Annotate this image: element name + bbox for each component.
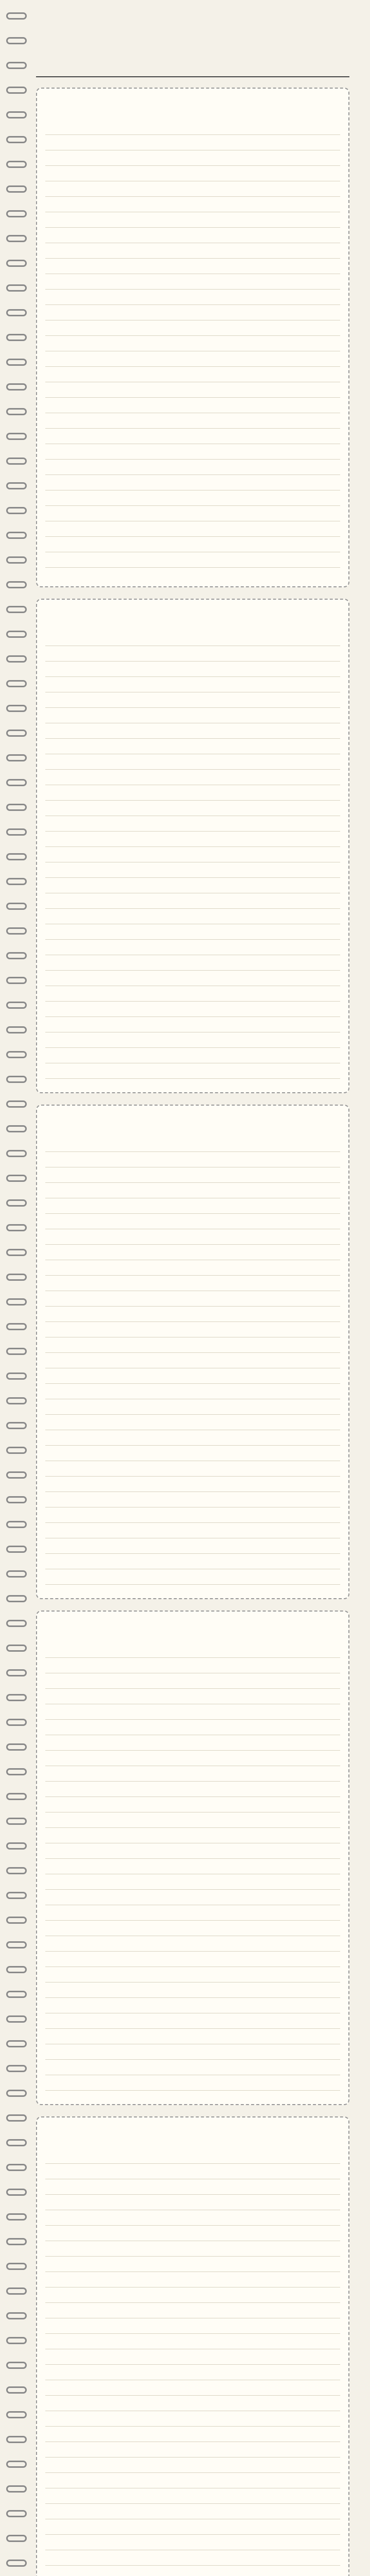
- spiral-ring: [6, 878, 27, 885]
- spiral-ring: [6, 1076, 27, 1083]
- essay-panel-4: [36, 1611, 349, 2105]
- spiral-ring: [6, 1570, 27, 1578]
- essay-title: [45, 96, 340, 113]
- spiral-binding: [6, 0, 30, 2576]
- essay-title: [45, 2125, 340, 2142]
- spiral-ring: [6, 1397, 27, 1404]
- spiral-ring: [6, 2436, 27, 2443]
- spiral-ring: [6, 977, 27, 984]
- spiral-ring: [6, 260, 27, 267]
- spiral-ring: [6, 1002, 27, 1009]
- spiral-ring: [6, 606, 27, 613]
- spiral-ring: [6, 334, 27, 341]
- spiral-ring: [6, 235, 27, 242]
- ruled-lines: [45, 1642, 340, 2097]
- spiral-ring: [6, 2040, 27, 2047]
- spiral-ring: [6, 1348, 27, 1355]
- spiral-ring: [6, 1620, 27, 1627]
- spiral-ring: [6, 2065, 27, 2072]
- essay-panel-3: [36, 1105, 349, 1599]
- spiral-ring: [6, 2485, 27, 2493]
- spiral-ring: [6, 2213, 27, 2221]
- essay-title: [45, 1619, 340, 1636]
- spiral-ring: [6, 1743, 27, 1751]
- spiral-ring: [6, 2312, 27, 2319]
- spiral-ring: [6, 1867, 27, 1874]
- spiral-ring: [6, 828, 27, 836]
- spiral-ring: [6, 1447, 27, 1454]
- spiral-ring: [6, 779, 27, 786]
- spiral-ring: [6, 1249, 27, 1256]
- spiral-ring: [6, 12, 27, 20]
- spiral-ring: [6, 581, 27, 588]
- spiral-ring: [6, 1793, 27, 1800]
- spiral-ring: [6, 2189, 27, 2196]
- spiral-ring: [6, 1323, 27, 1330]
- spiral-ring: [6, 433, 27, 440]
- spiral-ring: [6, 1645, 27, 1652]
- spiral-ring: [6, 2164, 27, 2171]
- spiral-ring: [6, 1274, 27, 1281]
- spiral-ring: [6, 359, 27, 366]
- essay-title: [45, 607, 340, 624]
- spiral-ring: [6, 532, 27, 539]
- spiral-ring: [6, 1991, 27, 1998]
- spiral-ring: [6, 1372, 27, 1380]
- page-header: [36, 10, 349, 77]
- spiral-ring: [6, 927, 27, 935]
- spiral-ring: [6, 952, 27, 959]
- spiral-ring: [6, 1818, 27, 1825]
- spiral-ring: [6, 1669, 27, 1676]
- spiral-ring: [6, 1100, 27, 1108]
- spiral-ring: [6, 408, 27, 415]
- spiral-ring: [6, 1966, 27, 1973]
- spiral-ring: [6, 284, 27, 292]
- essay-panel-5: [36, 2116, 349, 2576]
- spiral-ring: [6, 631, 27, 638]
- spiral-ring: [6, 2263, 27, 2270]
- ruled-lines: [45, 120, 340, 579]
- ruled-lines: [45, 2148, 340, 2576]
- spiral-ring: [6, 2139, 27, 2146]
- spiral-ring: [6, 2535, 27, 2542]
- spiral-ring: [6, 2386, 27, 2394]
- spiral-ring: [6, 853, 27, 860]
- spiral-ring: [6, 1125, 27, 1132]
- header-subtitle: [36, 64, 349, 88]
- spiral-ring: [6, 507, 27, 514]
- spiral-ring: [6, 1941, 27, 1948]
- spiral-ring: [6, 383, 27, 391]
- ruled-lines: [45, 631, 340, 1085]
- spiral-ring: [6, 1051, 27, 1058]
- spiral-ring: [6, 1224, 27, 1231]
- spiral-ring: [6, 2510, 27, 2517]
- spiral-ring: [6, 2114, 27, 2122]
- spiral-ring: [6, 2362, 27, 2369]
- essay-panel-1: [36, 88, 349, 587]
- spiral-ring: [6, 87, 27, 94]
- spiral-ring: [6, 2560, 27, 2567]
- spiral-ring: [6, 2090, 27, 2097]
- spiral-ring: [6, 1199, 27, 1207]
- spiral-ring: [6, 457, 27, 465]
- spiral-ring: [6, 804, 27, 811]
- spiral-ring: [6, 161, 27, 168]
- spiral-ring: [6, 705, 27, 712]
- spiral-ring: [6, 1150, 27, 1157]
- spiral-ring: [6, 903, 27, 910]
- spiral-ring: [6, 309, 27, 316]
- spiral-ring: [6, 185, 27, 193]
- spiral-ring: [6, 1496, 27, 1503]
- spiral-ring: [6, 1917, 27, 1924]
- spiral-ring: [6, 1521, 27, 1528]
- spiral-ring: [6, 680, 27, 687]
- spiral-ring: [6, 556, 27, 564]
- spiral-ring: [6, 1719, 27, 1726]
- spiral-ring: [6, 1768, 27, 1775]
- essay-title: [45, 1113, 340, 1130]
- spiral-ring: [6, 1842, 27, 1850]
- spiral-ring: [6, 2337, 27, 2344]
- spiral-ring: [6, 1175, 27, 1182]
- spiral-ring: [6, 136, 27, 143]
- spiral-ring: [6, 111, 27, 118]
- spiral-ring: [6, 2287, 27, 2295]
- header-title-line-2: [36, 40, 349, 64]
- spiral-ring: [6, 655, 27, 663]
- spiral-ring: [6, 2461, 27, 2468]
- spiral-ring: [6, 210, 27, 217]
- spiral-ring: [6, 62, 27, 69]
- spiral-ring: [6, 482, 27, 489]
- spiral-ring: [6, 1546, 27, 1553]
- spiral-ring: [6, 2238, 27, 2245]
- spiral-ring: [6, 1694, 27, 1701]
- spiral-ring: [6, 1892, 27, 1899]
- spiral-ring: [6, 1422, 27, 1429]
- spiral-ring: [6, 2015, 27, 2023]
- spiral-ring: [6, 2411, 27, 2418]
- ruled-lines: [45, 1137, 340, 1591]
- spiral-ring: [6, 37, 27, 44]
- spiral-ring: [6, 1471, 27, 1479]
- spiral-ring: [6, 1298, 27, 1306]
- spiral-ring: [6, 1026, 27, 1033]
- spiral-ring: [6, 754, 27, 761]
- essay-panel-2: [36, 599, 349, 1093]
- spiral-ring: [6, 730, 27, 737]
- header-title-line-1: [36, 16, 349, 40]
- spiral-ring: [6, 1595, 27, 1602]
